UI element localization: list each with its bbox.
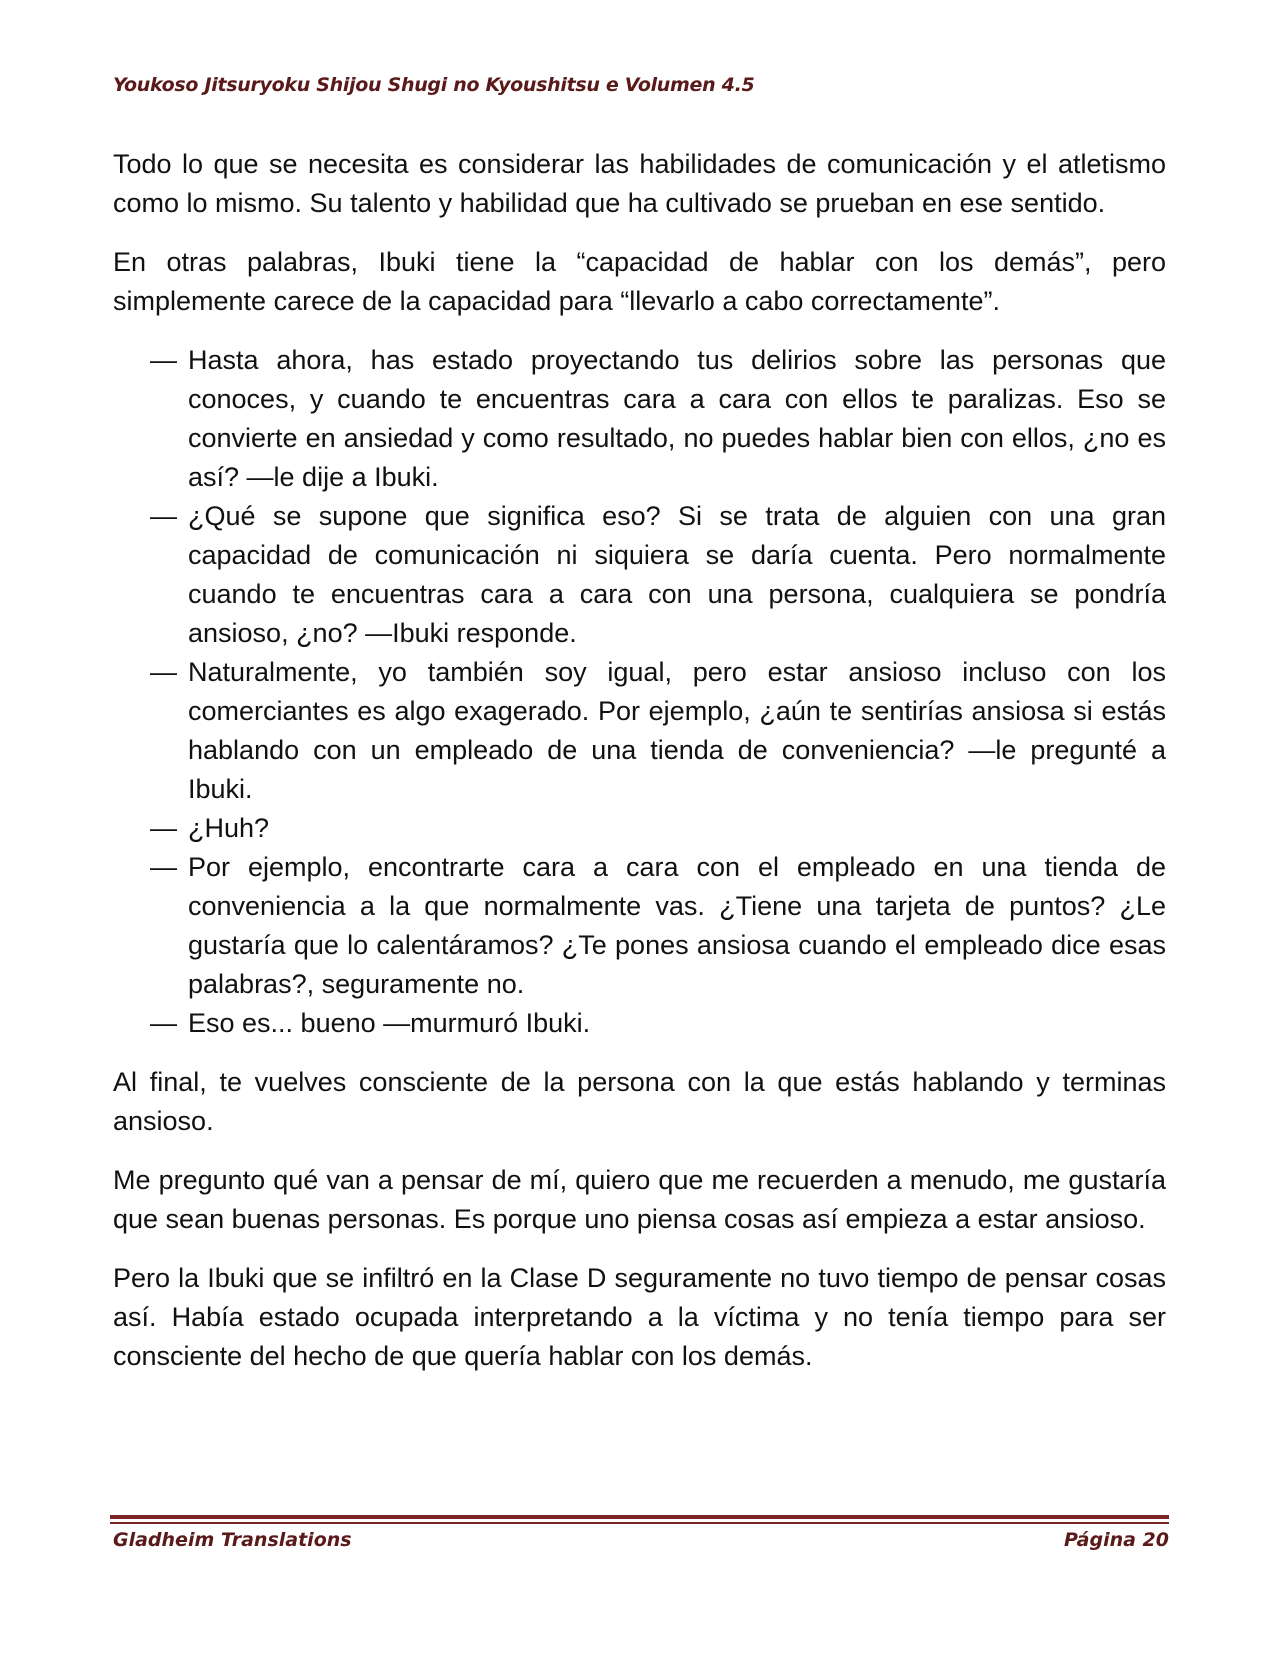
dialogue-dash: — — [150, 852, 177, 882]
page-number: Página 20 — [1063, 1529, 1169, 1551]
dialogue-dash: — — [150, 345, 177, 375]
footer-credit: Gladheim Translations — [113, 1529, 352, 1551]
dialogue-dash: — — [150, 501, 177, 531]
dialogue-dash: — — [150, 1008, 177, 1038]
dialogue-list — [113, 341, 1166, 1043]
paragraph: Me pregunto qué van a pensar de mí, quiero que me recuerden a menudo, me gustaría que sean buenas personas. Es porque uno piensa cosas así empieza a estar ansioso. — [113, 1165, 1166, 1234]
dialogue-dash: — — [150, 657, 177, 687]
dialogue-text: Por ejemplo, encontrarte cara a cara con el empleado en una tienda de conveniencia a la que normalmente vas. ¿Tiene una tarjeta de puntos? ¿Le gustaría que lo calentáramos? ¿Te pones ansiosa cuando el empleado dice esas palabras?, seguramente no. — [188, 852, 1166, 999]
dialogue-text: ¿Huh? — [188, 813, 270, 843]
footer-divider — [110, 1515, 1169, 1524]
footer-divider-thick — [110, 1515, 1169, 1519]
paragraph: Al final, te vuelves consciente de la persona con la que estás hablando y terminas ansioso. — [113, 1067, 1166, 1136]
paragraph: Todo lo que se necesita es considerar las habilidades de comunicación y el atletismo como lo mismo. Su talento y habilidad que ha cultivado se prueban en ese sentido. — [113, 149, 1166, 218]
dialogue-line — [113, 809, 1166, 848]
dialogue-line — [113, 848, 1166, 1004]
dialogue-text: Naturalmente, yo también soy igual, pero estar ansioso incluso con los comerciantes es algo exagerado. Por ejemplo, ¿aún te sentirías ansiosa si estás hablando con un empleado de una tienda de conveniencia? —le pregunté a Ibuki. — [188, 657, 1166, 804]
paragraph: Pero la Ibuki que se infiltró en la Clase D seguramente no tuvo tiempo de pensar cosas así. Había estado ocupada interpretando a la víctima y no tenía tiempo para ser consciente del hecho de que quería hablar con los demás. — [113, 1263, 1166, 1371]
paragraph: En otras palabras, Ibuki tiene la “capacidad de hablar con los demás”, pero simplemente carece de la capacidad para “llevarlo a cabo correctamente”. — [113, 247, 1166, 316]
dialogue-line — [113, 653, 1166, 809]
dialogue-dash: — — [150, 813, 177, 843]
dialogue-text: Eso es... bueno —murmuró Ibuki. — [188, 1008, 591, 1038]
dialogue-line — [113, 1004, 1166, 1043]
dialogue-text: Hasta ahora, has estado proyectando tus delirios sobre las personas que conoces, y cuando te encuentras cara a cara con ellos te paralizas. Eso se convierte en ansiedad y como resultado, no puedes hablar bien con ellos, ¿no es así? —le dije a Ibuki. — [188, 345, 1166, 492]
body-text — [113, 145, 1166, 1396]
dialogue-text: ¿Qué se supone que significa eso? Si se trata de alguien con una gran capacidad de comunicación ni siquiera se daría cuenta. Pero normalmente cuando te encuentras cara a cara con una persona, cualquiera se pondría ansioso, ¿no? —Ibuki responde. — [188, 501, 1166, 648]
running-header: Youkoso Jitsuryoku Shijou Shugi no Kyoushitsu e Volumen 4.5 — [113, 74, 755, 96]
footer-divider-thin — [110, 1522, 1169, 1524]
dialogue-line — [113, 497, 1166, 653]
dialogue-line — [113, 341, 1166, 497]
